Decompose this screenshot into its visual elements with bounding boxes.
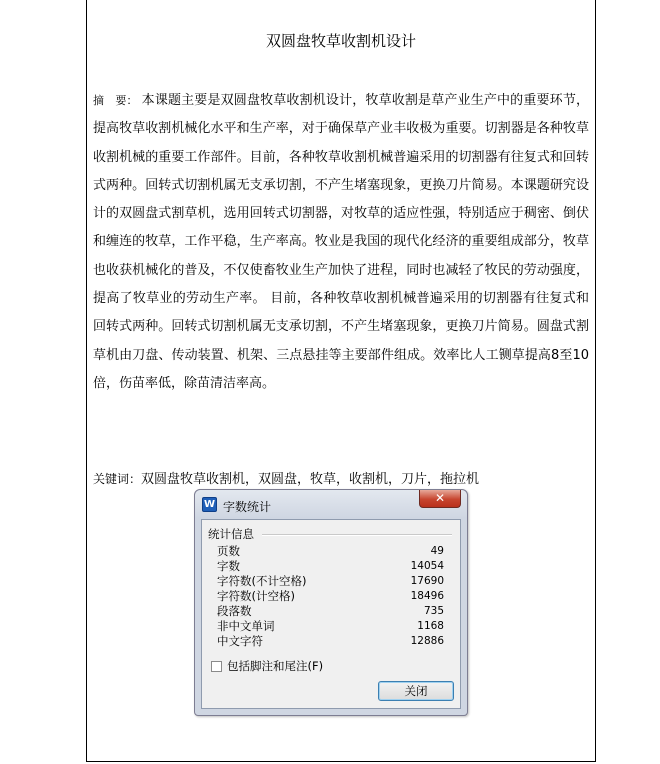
close-icon[interactable]: ✕ [419, 490, 461, 508]
stat-label: 段落数 [217, 604, 252, 618]
stat-label: 字符数(不计空格) [217, 574, 307, 588]
wps-writer-icon: W [203, 499, 216, 510]
stat-label: 字符数(计空格) [217, 589, 295, 603]
dialog-body [201, 519, 461, 709]
stat-row [217, 559, 444, 574]
document-title: 双圆盘牧草收割机设计 [265, 32, 416, 50]
include-footnotes-checkbox[interactable] [211, 661, 222, 672]
stat-value: 735 [423, 605, 444, 617]
stat-value: 1168 [417, 620, 444, 632]
group-divider [262, 534, 452, 536]
stat-row [217, 604, 444, 619]
keywords-text: 双圆盘牧草收割机，双圆盘，牧草，收割机，刀片，拖拉机 [141, 472, 480, 487]
stat-value: 18496 [410, 590, 444, 602]
dialog-titlebar[interactable] [195, 490, 467, 518]
stat-row [217, 619, 444, 634]
stat-row [217, 574, 444, 589]
stat-value: 17690 [410, 575, 444, 587]
stat-value: 12886 [410, 635, 444, 647]
stat-label: 页数 [217, 544, 240, 558]
stat-value: 49 [430, 545, 444, 557]
stats-list [217, 544, 444, 649]
dialog-title: 字数统计 [223, 500, 272, 514]
stat-label: 字数 [217, 559, 240, 573]
stat-row [217, 589, 444, 604]
close-button[interactable]: 关闭 [378, 681, 454, 701]
abstract-paragraph [93, 87, 589, 398]
include-footnotes-row[interactable] [211, 660, 323, 673]
word-count-dialog [194, 489, 468, 716]
stat-label: 非中文单词 [217, 619, 275, 633]
abstract-label: 摘 要： [93, 94, 138, 107]
abstract-text: 本课题主要是双圆盘牧草收割机设计，牧草收割是草产业生产中的重要环节，提高牧草收割机械化水平和生产率，对于确保草产业丰收极为重要。切割器是各种牧草收割机械的重要工作部件。目前，各种牧草收割机械普遍采用的切割器有往复式和回转式两种。回转式切割机属无支承切割，不产生堵塞现象，更换刀片简易。本课题研究设计的双圆盘式割草机，选用回转式切割器，对牧草的适应性强，特别适应于稠密、倒伏和缠连的牧草，工作平稳，生产率高。牧业是我国的现代化经济的重要组成部分，牧草也收获机械化的普及，不仅使畜牧业生产加快了进程，同时也减轻了牧民的劳动强度，提高了牧草业的劳动生产率。 目前，各种牧草收割机械普遍采用的切割器有往复式和回转式两种。回转式切割机属无支承切割，不产生堵塞现象，更换刀片简易。圆盘式割草机由刀盘、传动装置、机架、三点悬挂等主要部件组成。效率比人工铡草提高8至10倍，伤苗率低，除苗清洁率高。 [93, 93, 589, 391]
stat-row [217, 544, 444, 559]
stat-row [217, 634, 444, 649]
group-label: 统计信息 [208, 526, 258, 542]
include-footnotes-label: 包括脚注和尾注(F) [227, 659, 324, 673]
keywords-label: 关键词： [93, 472, 142, 486]
stat-label: 中文字符 [217, 634, 263, 648]
stat-value: 14054 [410, 560, 444, 572]
